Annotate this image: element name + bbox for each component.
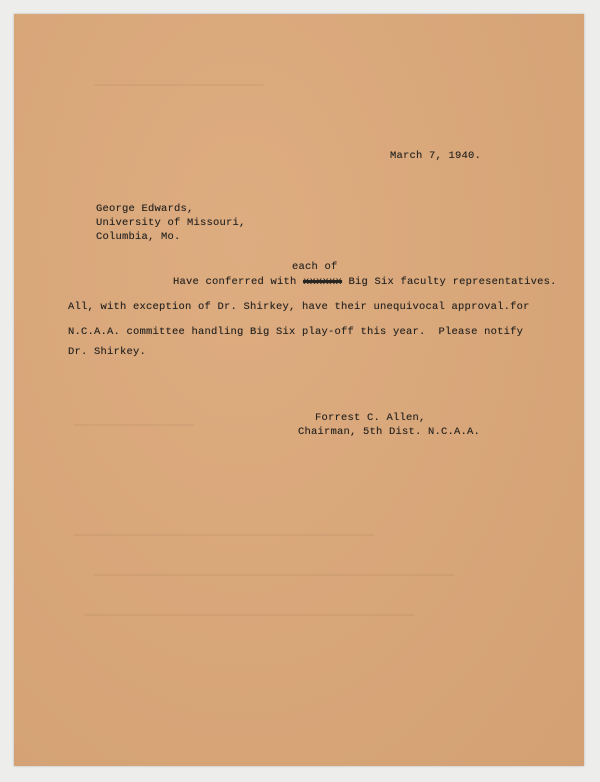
insertion-above-line: each of: [292, 261, 338, 273]
body-line-4: Dr. Shirkey.: [68, 346, 147, 358]
bleed-through-mark: [94, 84, 264, 86]
signature-title: Chairman, 5th Dist. N.C.A.A.: [298, 426, 481, 438]
recipient-city: Columbia, Mo.: [96, 231, 181, 243]
recipient-name: George Edwards,: [96, 203, 194, 215]
letter-page: [14, 14, 584, 766]
recipient-institution: University of Missouri,: [96, 217, 246, 229]
letter-date: March 7, 1940.: [390, 150, 482, 162]
bleed-through-mark: [74, 424, 194, 426]
bleed-through-mark: [94, 574, 454, 576]
struck-out-word: xxxxxx: [303, 276, 343, 288]
body-line-2: All, with exception of Dr. Shirkey, have their unequivocal approval.for: [68, 301, 530, 313]
body-line-1-end: Big Six faculty representatives.: [342, 276, 557, 288]
body-line-1: [173, 276, 557, 288]
body-line-3: N.C.A.A. committee handling Big Six play-off this year. Please notify: [68, 326, 524, 338]
body-line-1-start: Have conferred with: [173, 276, 304, 288]
signature-name: Forrest C. Allen,: [315, 412, 426, 424]
bleed-through-mark: [74, 534, 374, 536]
bleed-through-mark: [84, 614, 414, 616]
